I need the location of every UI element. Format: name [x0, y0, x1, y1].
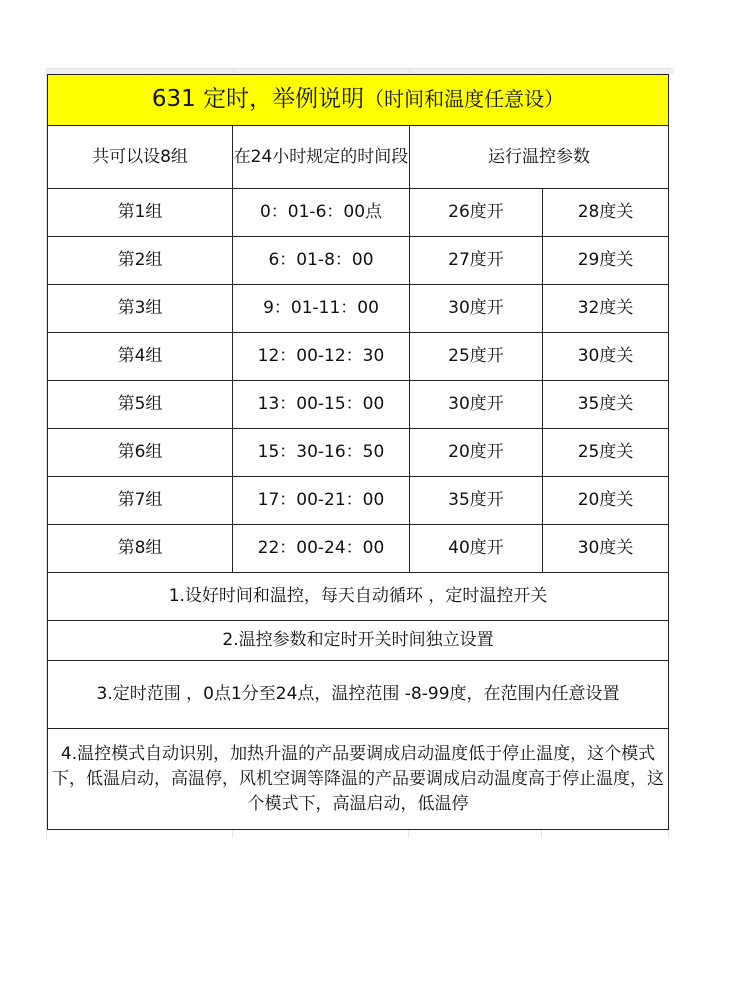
- time-cell: 0：01-6：00点: [233, 189, 410, 237]
- off-temp-cell: 29度关: [543, 237, 669, 285]
- table-row: [48, 381, 669, 429]
- timer-example-table: [47, 74, 669, 830]
- group-cell: 第6组: [48, 429, 233, 477]
- on-temp-cell: 30度开: [410, 285, 543, 333]
- table-row: [48, 285, 669, 333]
- table-title: [48, 75, 669, 126]
- header-period: 在24小时规定的时间段: [233, 126, 410, 189]
- group-cell: 第1组: [48, 189, 233, 237]
- title-main: 631 定时，举例说明: [151, 85, 365, 112]
- note-3: 3.定时范围 ，0点1分至24点，温控范围 -8-99度，在范围内任意设置: [48, 661, 669, 729]
- on-temp-cell: 20度开: [410, 429, 543, 477]
- group-cell: 第3组: [48, 285, 233, 333]
- table-row: [48, 525, 669, 573]
- group-cell: 第7组: [48, 477, 233, 525]
- note-4: 4.温控模式自动识别，加热升温的产品要调成启动温度低于停止温度，这个模式下，低温启动，高温停，风机空调等降温的产品要调成启动温度高于停止温度，这个模式下，高温启动，低温停: [48, 729, 669, 830]
- time-cell: 22：00-24：00: [233, 525, 410, 573]
- table-row: [48, 477, 669, 525]
- off-temp-cell: 28度关: [543, 189, 669, 237]
- off-temp-cell: 20度关: [543, 477, 669, 525]
- time-cell: 13：00-15：00: [233, 381, 410, 429]
- note-2: 2.温控参数和定时开关时间独立设置: [48, 621, 669, 661]
- off-temp-cell: 35度关: [543, 381, 669, 429]
- on-temp-cell: 25度开: [410, 333, 543, 381]
- group-cell: 第5组: [48, 381, 233, 429]
- on-temp-cell: 40度开: [410, 525, 543, 573]
- note-1: 1.设好时间和温控，每天自动循环 ，定时温控开关: [48, 573, 669, 621]
- off-temp-cell: 32度关: [543, 285, 669, 333]
- off-temp-cell: 30度关: [543, 333, 669, 381]
- table-row: [48, 333, 669, 381]
- group-cell: 第4组: [48, 333, 233, 381]
- header-params: 运行温控参数: [410, 126, 669, 189]
- on-temp-cell: 35度开: [410, 477, 543, 525]
- grid-row-line: [46, 68, 674, 69]
- table-row: [48, 237, 669, 285]
- on-temp-cell: 30度开: [410, 381, 543, 429]
- time-cell: 9：01-11：00: [233, 285, 410, 333]
- table-row: [48, 189, 669, 237]
- group-cell: 第8组: [48, 525, 233, 573]
- time-cell: 6：01-8：00: [233, 237, 410, 285]
- off-temp-cell: 30度关: [543, 525, 669, 573]
- time-cell: 15：30-16：50: [233, 429, 410, 477]
- time-cell: 17：00-21：00: [233, 477, 410, 525]
- on-temp-cell: 26度开: [410, 189, 543, 237]
- group-cell: 第2组: [48, 237, 233, 285]
- header-groups: 共可以设8组: [48, 126, 233, 189]
- on-temp-cell: 27度开: [410, 237, 543, 285]
- table-row: [48, 429, 669, 477]
- off-temp-cell: 25度关: [543, 429, 669, 477]
- time-cell: 12：00-12：30: [233, 333, 410, 381]
- title-sub: （时间和温度任意设）: [364, 86, 565, 111]
